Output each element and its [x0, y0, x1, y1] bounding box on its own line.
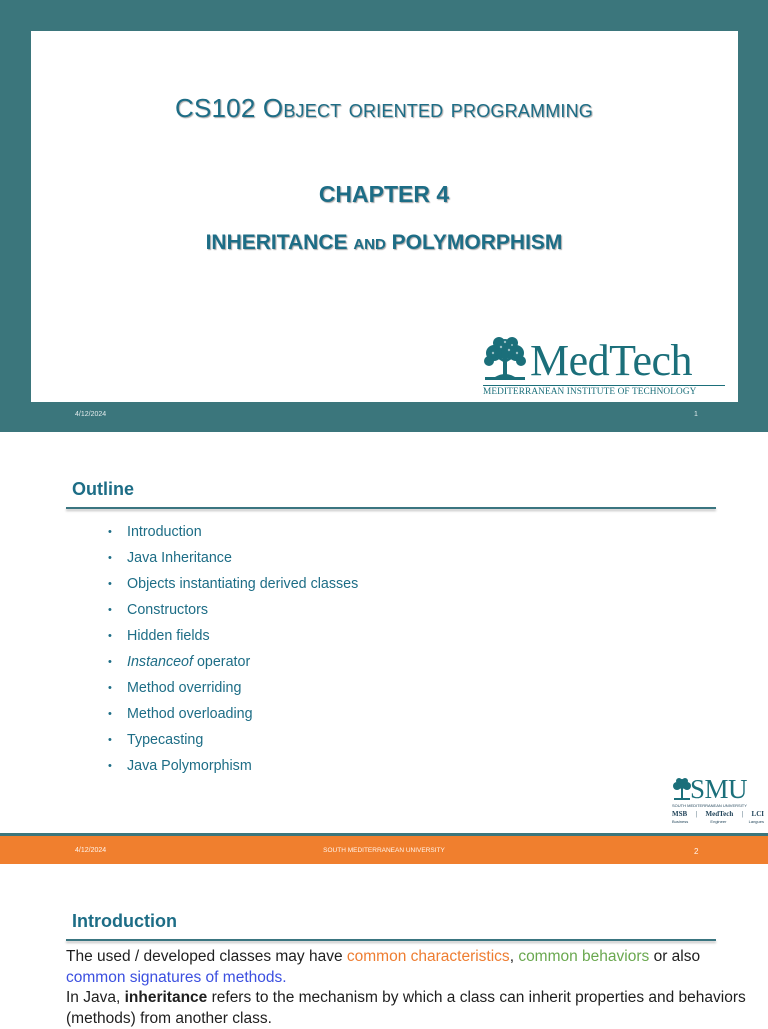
slide2-page-number: 2 [694, 847, 699, 856]
medtech-tree-icon [481, 335, 529, 385]
list-item [108, 678, 358, 704]
intro-highlight-behaviors: common behaviors [518, 948, 650, 965]
chapter-label: CHAPTER 4 [318, 181, 450, 207]
slide2-date: 4/12/2024 [75, 847, 107, 854]
intro-text: refers to the mechanism by which a class can inherit properties and behaviors (methods) from another class. [66, 989, 746, 1027]
list-item-text: Java Polymorphism [127, 758, 252, 774]
slide1-page-number: 1 [694, 411, 698, 418]
outline-slide [0, 432, 768, 864]
intro-text: The used / developed classes may have [66, 948, 347, 965]
smu-separator: | [695, 810, 698, 818]
smu-brand-medtech: MedTech [705, 810, 734, 818]
smu-tag-langues: Langues [748, 819, 764, 824]
bullet-icon: • [108, 708, 112, 720]
outline-list [108, 522, 358, 782]
introduction-slide [0, 864, 768, 1027]
smu-logo-name: SMU [690, 774, 748, 804]
smu-logo-subtitle: SOUTH MEDITERRANEAN UNIVERSITY [672, 803, 747, 808]
introduction-body [66, 947, 756, 1029]
smu-tag-engineer: Engineer [710, 819, 727, 824]
bullet-icon: • [108, 760, 112, 772]
outline-divider [66, 507, 716, 509]
list-item-text: Hidden fields [127, 628, 210, 644]
list-item-text: Method overloading [127, 706, 253, 722]
chapter-title-part1: INHERITANCE [205, 231, 354, 254]
bullet-icon: • [108, 630, 112, 642]
intro-text: or also [649, 948, 701, 965]
bullet-icon: • [108, 526, 112, 538]
list-item [108, 574, 358, 600]
intro-text: In Java, [66, 989, 125, 1006]
course-title [0, 93, 768, 124]
intro-highlight-signatures: common signatures of methods. [66, 968, 287, 986]
smu-brand-lci: LCI [751, 810, 764, 818]
list-item-text: Objects instantiating derived classes [127, 576, 359, 592]
list-item [108, 756, 358, 782]
medtech-logo-subtitle: MEDITERRANEAN INSTITUTE OF TECHNOLOGY [483, 385, 725, 398]
intro-text: , [509, 948, 519, 965]
smu-separator: | [741, 810, 744, 818]
intro-paragraph-1 [66, 947, 756, 988]
intro-keyword-inheritance: inheritance [124, 989, 208, 1006]
medtech-logo-name: MedTech [530, 336, 693, 385]
intro-highlight-characteristics: common characteristics [346, 948, 510, 965]
bullet-icon: • [108, 682, 112, 694]
list-item [108, 600, 358, 626]
smu-tag-business: Business [672, 819, 689, 824]
smu-brand-msb: MSB [672, 810, 688, 818]
chapter-title [0, 231, 768, 255]
bullet-icon: • [108, 578, 112, 590]
list-item [108, 548, 358, 574]
list-item-text: operator [192, 654, 251, 670]
intro-paragraph-2 [66, 988, 756, 1029]
chapter-title-and: AND [353, 236, 386, 253]
list-item-italic-text: Instanceof [127, 654, 193, 670]
list-item-text: Constructors [127, 602, 209, 618]
list-item [108, 704, 358, 730]
outline-footer [0, 833, 768, 864]
bullet-icon: • [108, 552, 112, 564]
course-code: CS102 [174, 93, 263, 123]
bullet-icon: • [108, 604, 112, 616]
introduction-heading: Introduction [72, 911, 177, 931]
bullet-icon: • [108, 734, 112, 746]
list-item-text: Introduction [127, 524, 202, 540]
slide2-footer-university: SOUTH MEDITERRANEAN UNIVERSITY [323, 847, 445, 854]
chapter-title-part3: POLYMORPHISM [385, 231, 563, 254]
list-item-text: Typecasting [127, 732, 204, 748]
slide1-date: 4/12/2024 [75, 411, 107, 418]
list-item [108, 730, 358, 756]
list-item [108, 626, 358, 652]
course-name: Object oriented programming [262, 93, 593, 123]
bullet-icon: • [108, 656, 112, 668]
list-item [108, 522, 358, 548]
smu-brands [672, 810, 764, 818]
title-slide [0, 0, 768, 432]
smu-tags [672, 819, 764, 824]
outline-heading: Outline [72, 479, 134, 499]
list-item-text: Java Inheritance [127, 550, 232, 566]
list-item [108, 652, 358, 678]
introduction-divider [66, 939, 716, 941]
list-item-text: Method overriding [127, 680, 242, 696]
